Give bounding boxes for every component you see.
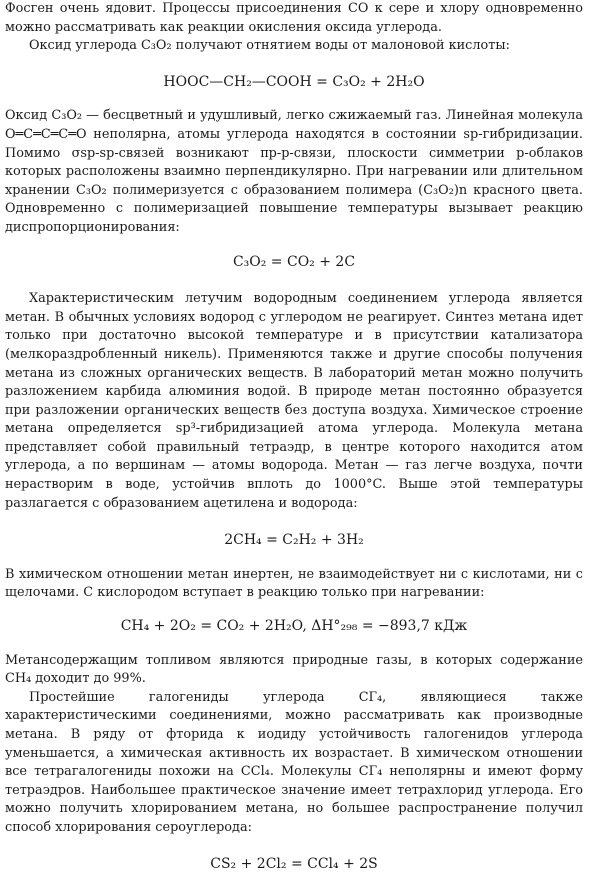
formula-methane-decomposition: 2CH₄ = C₂H₂ + 3H₂ — [224, 532, 364, 549]
paragraph-phosgene: Фосген очень ядовит. Процессы присоединения CO к сере и хлору одновременно можно рассматривать как реакции окисления оксида углерода. — [5, 1, 583, 35]
formula-methane-combustion: CH₄ + 2O₂ = CO₂ + 2H₂O, ΔH°₂₉₈ = −893,7 кДж — [120, 618, 468, 635]
paragraph-methane-reactivity: В химическом отношении метан инертен, не взаимодействует ни с кислотами, ни с щелочами. С кислородом вступает в реакцию только при нагревании: — [5, 566, 583, 601]
formula-malonic-acid-dehydration: HOOC—CH₂—COOH = C₃O₂ + 2H₂O — [163, 73, 425, 90]
paragraph-methane: Характеристическим летучим водородным соединением углерода является метан. В обычных условиях водород с углеродом не реагирует. Синтез метана идет только при достаточно высокой температуре и в присутствии катализатора (мелкораздробленный никель). Применяются также и другие способы получения метана из сложных органических веществ. В лабораторий метан можно получить разложением карбида алюминия водой. В природе метан постоянно образуется при разложении органических веществ без доступа воздуха. Химическое строение метана определяется sp³-гибридизацией атома углерода. Молекула метана представляет собой правильный тетраэдр, в центре которого находится атом углерода, а по вершинам — атомы водорода. Метан — газ легче воздуха, почти нерастворим в воде, устойчив вплоть до 1000°C. Выше этой температуры разлагается с образованием ацетилена и водорода: — [5, 291, 583, 511]
paragraph-natural-gas: Метансодержащим топливом являются природные газы, в которых содержание CH₄ доходит до 99%. — [5, 652, 583, 687]
paragraph-c3o2-synthesis: Оксид углерода C₃O₂ получают отнятием воды от малоновой кислоты: — [29, 38, 510, 54]
formula-c3o2-disproportionation: C₃O₂ = CO₂ + 2C — [232, 253, 356, 270]
paragraph-carbon-halides: Простейшие галогениды углерода CГ₄, являющиеся также характеристическими соединениями, можно рассматривать как производные метана. В ряду от фторида к иодиду устойчивость галогенидов углерода уменьшается, а химическая активность их возрастает. В химическом отношении все тетрагалогениды похожи на CCl₄. Молекулы CГ₄ неполярны и имеют форму тетраэдров. Наибольшее практическое значение имеет тетрахлорид углерода. Его можно получить хлорированием метана, но большее распространение получил способ хлорирования сероуглерода: — [5, 689, 583, 835]
paragraph-c3o2-properties: Оксид C₃O₂ — бесцветный и удушливый, легко сжижаемый газ. Линейная молекула O═C═C═C═O неполярна, атомы углерода находятся в состоянии sp-гибридизации. Помимо σsp-sp-связей возникают πp-p-связи, плоскости симметрии p-облаков которых расположены взаимно перпендикулярно. При нагревании или длительном хранении C₃O₂ полимеризуется с образованием полимера (C₃O₂)n красного цвета. Одновременно с полимеризацией повышение температуры вызывает реакцию диспропорционирования: — [5, 108, 583, 235]
formula-carbon-disulfide-chlorination: CS₂ + 2Cl₂ = CCl₄ + 2S — [210, 855, 378, 872]
